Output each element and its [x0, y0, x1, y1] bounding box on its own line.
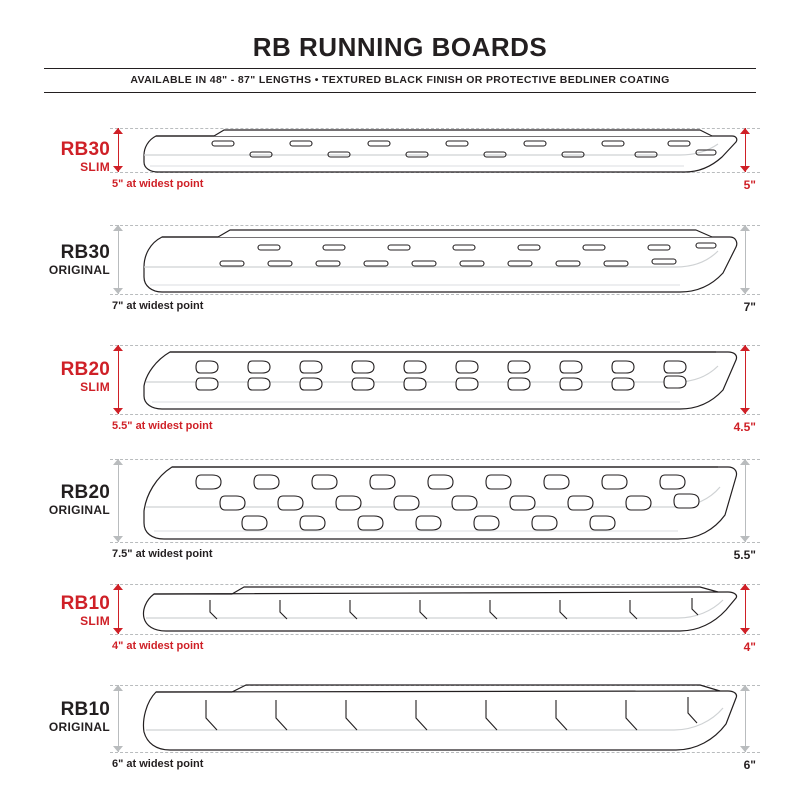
height-arrow-right [740, 685, 752, 752]
board-row-rb20-original [0, 445, 800, 570]
height-arrow-right [740, 225, 752, 294]
row-variant: SLIM [80, 380, 110, 394]
height-arrow-left [113, 459, 125, 542]
row-label-rb20-slim [24, 360, 110, 395]
board-row-rb20-slim [0, 332, 800, 437]
width-measurement: 4" at widest point [112, 640, 204, 652]
board-row-rb30-slim [0, 110, 800, 205]
board-illustration-rb30-slim [140, 122, 740, 182]
divider-bottom [44, 92, 756, 93]
height-arrow-left [113, 584, 125, 634]
row-label-rb10-slim [24, 594, 110, 629]
row-model: RB20 [60, 482, 110, 503]
row-model: RB30 [60, 242, 110, 263]
header [0, 0, 800, 86]
height-measurement: 4" [743, 640, 756, 654]
row-variant: SLIM [80, 160, 110, 174]
height-arrow-left [113, 685, 125, 752]
board-illustration-rb30-original [140, 219, 740, 299]
divider-top [44, 68, 756, 69]
row-variant: ORIGINAL [48, 263, 110, 277]
width-measurement: 7.5" at widest point [112, 548, 213, 560]
height-arrow-right [740, 459, 752, 542]
board-row-rb10-original [0, 680, 800, 790]
board-illustration-rb10-original [140, 680, 740, 758]
height-arrow-left [113, 225, 125, 294]
height-arrow-left [113, 128, 125, 172]
page-subtitle: AVAILABLE IN 48" - 87" LENGTHS • TEXTURED BLACK FINISH OR PROTECTIVE BEDLINER COATING [130, 74, 670, 86]
row-label-rb10-original [24, 700, 110, 735]
board-illustration-rb20-original [140, 453, 740, 547]
height-arrow-right [740, 128, 752, 172]
row-model: RB10 [60, 593, 110, 614]
board-illustration-rb20-slim [140, 338, 740, 416]
height-arrow-right [740, 584, 752, 634]
height-measurement: 4.5" [733, 420, 756, 434]
page-title: RB RUNNING BOARDS [252, 32, 548, 62]
height-measurement: 5.5" [733, 548, 756, 562]
height-arrow-right [740, 345, 752, 414]
row-variant: ORIGINAL [48, 503, 110, 517]
board-row-rb30-original [0, 215, 800, 325]
height-arrow-left [113, 345, 125, 414]
row-variant: SLIM [80, 614, 110, 628]
row-model: RB10 [60, 699, 110, 720]
height-measurement: 7" [743, 300, 756, 314]
board-row-rb10-slim [0, 572, 800, 672]
width-measurement: 7" at widest point [112, 300, 204, 312]
width-measurement: 5.5" at widest point [112, 420, 213, 432]
row-model: RB30 [60, 139, 110, 160]
row-model: RB20 [60, 359, 110, 380]
row-label-rb30-original [24, 243, 110, 278]
row-variant: ORIGINAL [48, 720, 110, 734]
width-measurement: 6" at widest point [112, 758, 204, 770]
width-measurement: 5" at widest point [112, 178, 204, 190]
height-measurement: 5" [743, 178, 756, 192]
row-label-rb20-original [24, 483, 110, 518]
row-label-rb30-slim [24, 140, 110, 175]
height-measurement: 6" [743, 758, 756, 772]
board-illustration-rb10-slim [140, 578, 740, 640]
